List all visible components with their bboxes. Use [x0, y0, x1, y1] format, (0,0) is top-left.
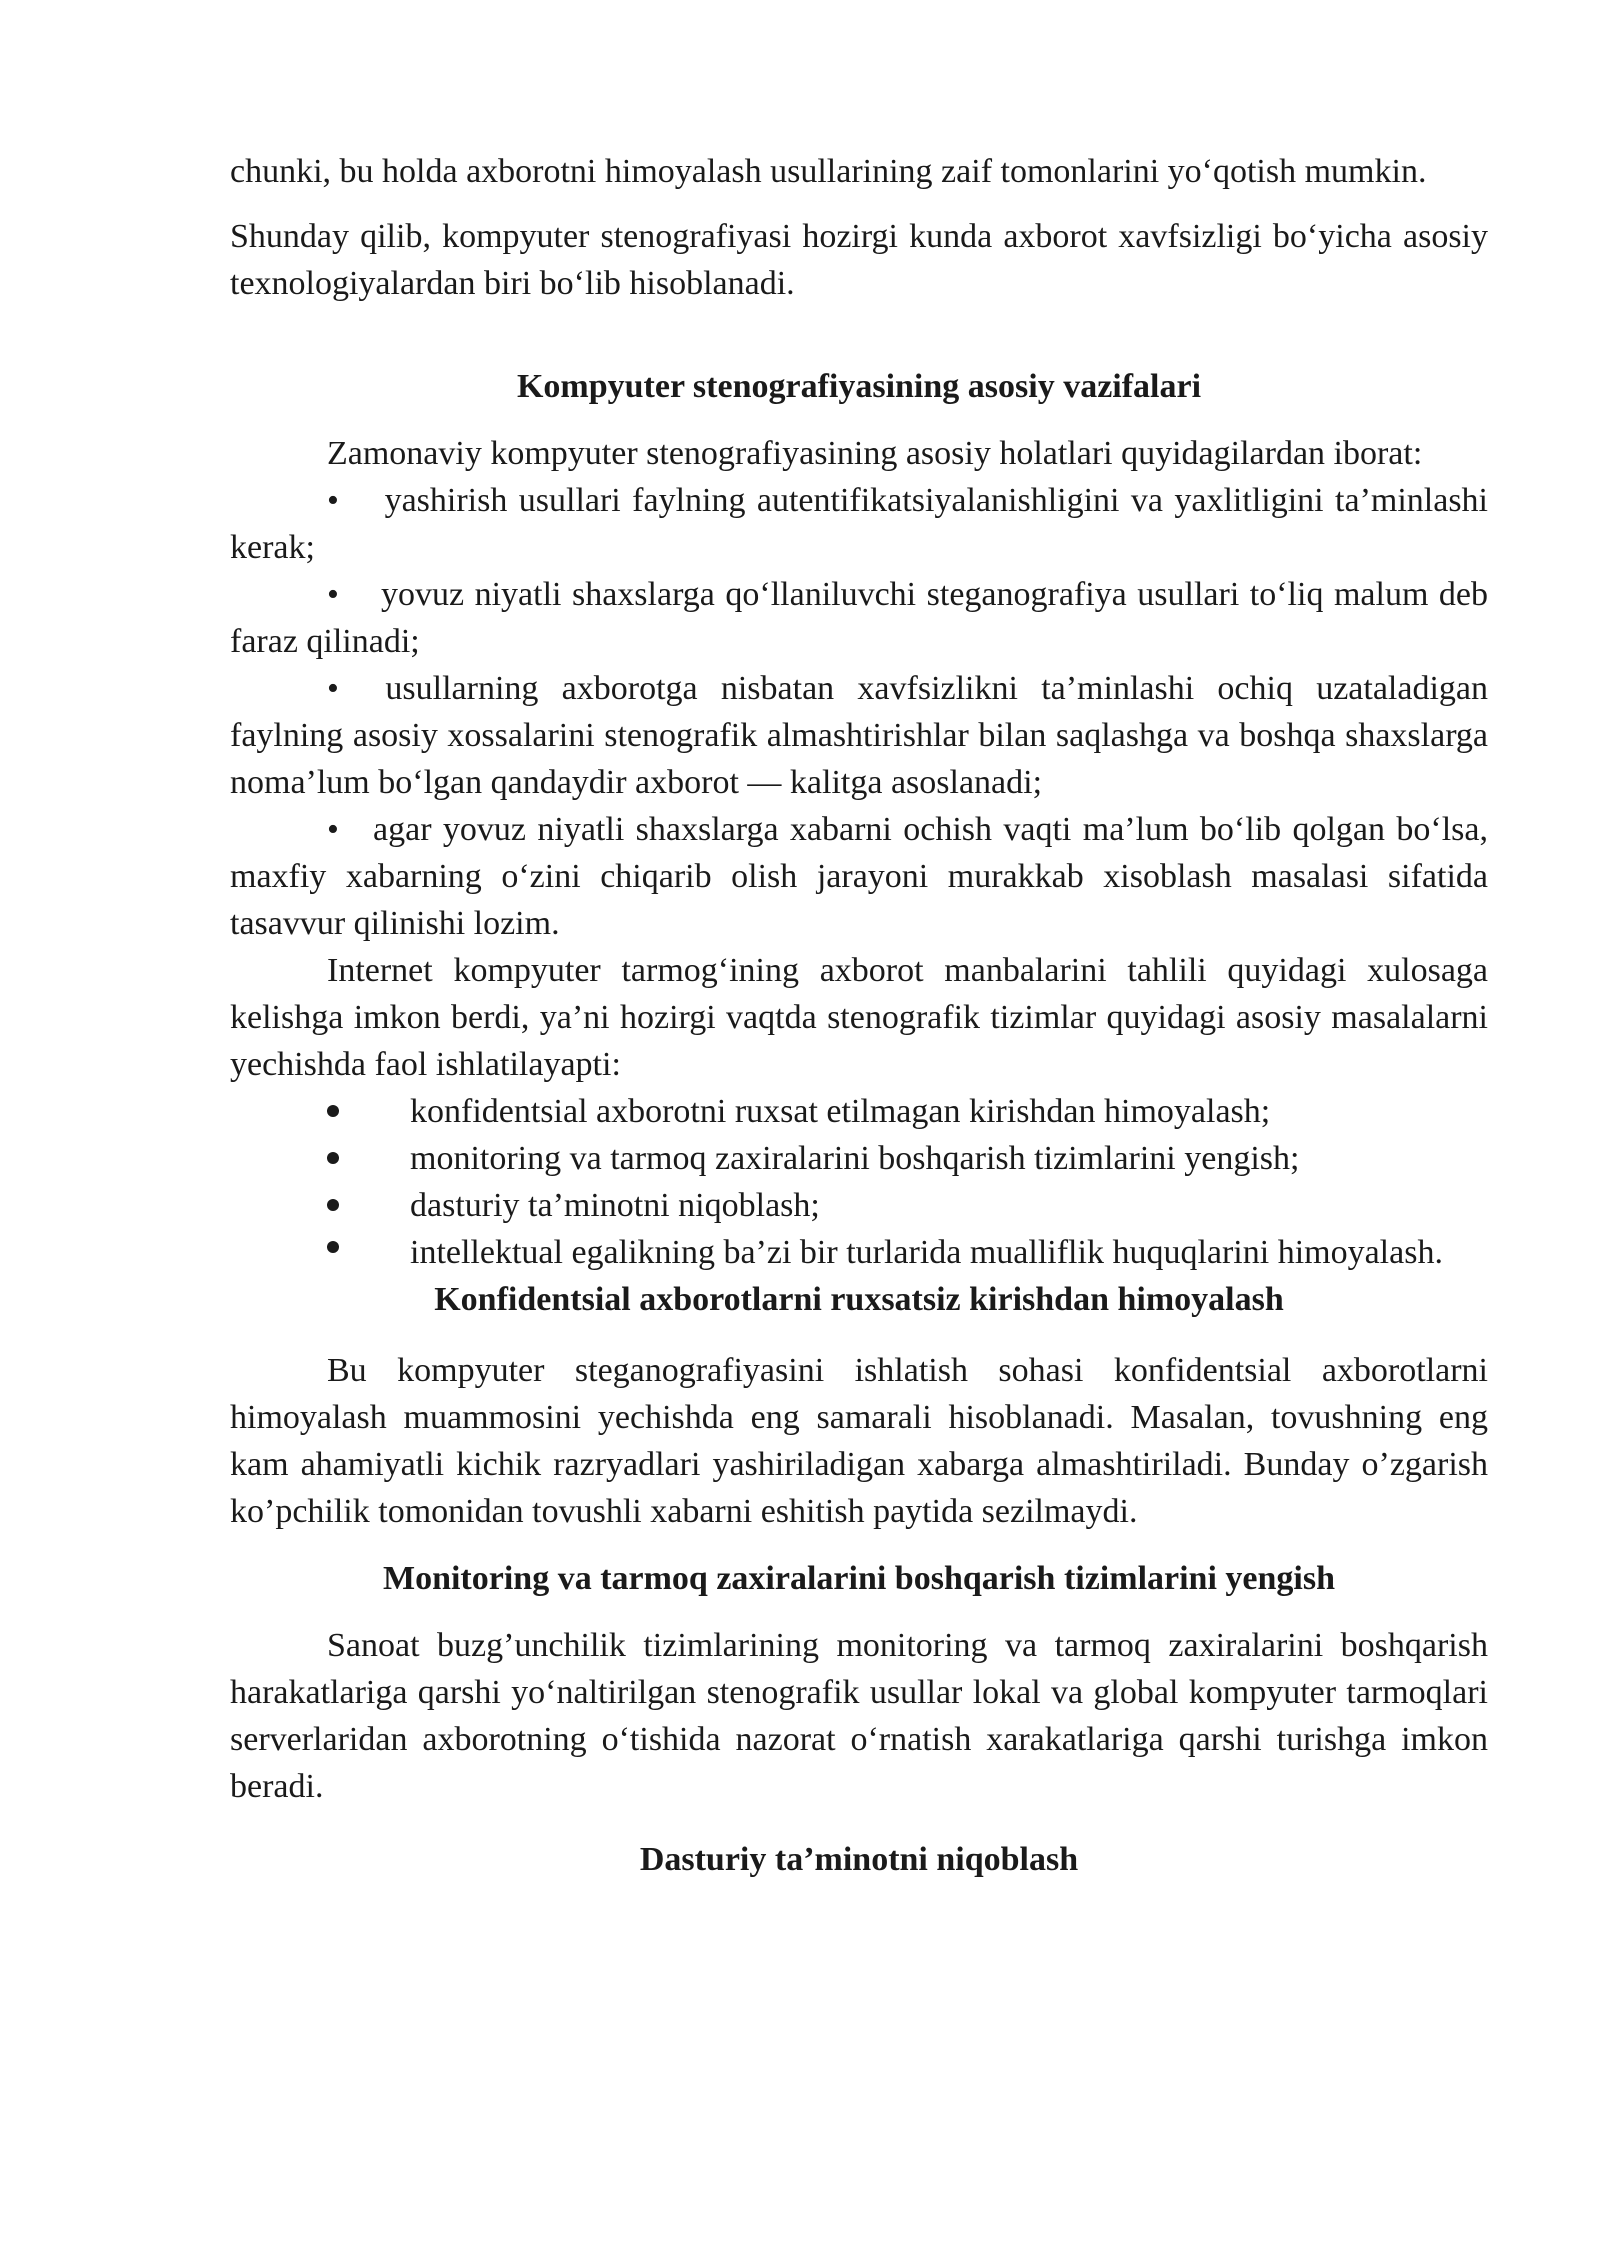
bullet-dot-icon — [230, 1182, 410, 1229]
document-page — [230, 148, 1488, 1883]
list-item-text: konfidentsial axborotni ruxsat etilmagan kirishdan himoyalash; — [410, 1093, 1271, 1130]
list-item-text: yashirish usullari faylning autentifikatsiyalanishligini va yaxlitligini ta’minlashi kerak; — [230, 482, 1488, 566]
paragraph-analysis: Internet kompyuter tarmog‘ining axborot manbalarini tahlili quyidagi xulosaga kelishga imkon berdi, ya’ni hozirgi vaqtda stenografik tizimlar quyidagi asosiy masalalarni yechishda faol ishlatilayapti: — [230, 952, 1488, 1083]
bullet-dot-icon — [230, 1088, 410, 1135]
paragraph-conclusion: Shunday qilib, kompyuter stenografiyasi hozirgi kunda axborot xavfsizligi bo‘yicha asosiy texnologiyalardan biri bo‘lib hisoblanadi. — [230, 218, 1488, 302]
list-item — [230, 477, 1488, 571]
list-item-text: intellektual egalikning ba’zi bir turlarida mualliflik huquqlarini himoyalash. — [410, 1234, 1443, 1271]
bullet-dot-icon — [230, 1135, 410, 1182]
paragraph-continuation: chunki, bu holda axborotni himoyalash usullarining zaif tomonlarini yo‘qotish mumkin. — [230, 153, 1427, 190]
section-heading-monitoring: Monitoring va tarmoq zaxiralarini boshqarish tizimlarini yengish — [382, 1560, 1336, 1597]
bullet-icon: • — [327, 482, 339, 519]
paragraph-intro: Zamonaviy kompyuter stenografiyasining asosiy holatlari quyidagilardan iborat: — [327, 435, 1423, 472]
list-item — [230, 806, 1488, 947]
list-item — [230, 1088, 1488, 1135]
bullet-icon: • — [327, 576, 339, 613]
list-item — [230, 665, 1488, 806]
list-item — [230, 1229, 1488, 1276]
paragraph-monitoring: Sanoat buzg’unchilik tizimlarining monitoring va tarmoq zaxiralarini boshqarish harakatlariga qarshi yo‘naltirilgan stenografik usullar lokal va global kompyuter tarmoqlari serverlaridan axborotning o‘tishida nazorat o‘rnatish xarakatlariga qarshi turishga imkon beradi. — [230, 1627, 1488, 1805]
list-item — [230, 1135, 1488, 1182]
section-heading-main-tasks: Kompyuter stenografiyasining asosiy vazifalari — [516, 368, 1202, 405]
list-item-text: yovuz niyatli shaxslarga qo‘llaniluvchi steganografiya usullari to‘liq malum deb faraz qilinadi; — [230, 576, 1489, 660]
list-item-text: agar yovuz niyatli shaxslarga xabarni ochish vaqti ma’lum bo‘lib qolgan bo‘lsa, maxfiy xabarning o‘zini chiqarib olish jarayoni murakkab xisoblash masalasi sifatida tasavvur qilinishi lozim. — [230, 811, 1488, 942]
list-item-text: dasturiy ta’minotni niqoblash; — [410, 1187, 820, 1224]
bullet-icon: • — [327, 811, 339, 848]
list-item — [230, 1182, 1488, 1229]
section-heading-confidential: Konfidentsial axborotlarni ruxsatsiz kirishdan himoyalash — [434, 1281, 1284, 1318]
section-heading-software-masking: Dasturiy ta’minotni niqoblash — [639, 1841, 1079, 1878]
list-item — [230, 571, 1488, 665]
paragraph-confidential: Bu kompyuter steganografiyasini ishlatish sohasi konfidentsial axborotlarni himoyalash muammosini yechishda eng samarali hisoblanadi. Masalan, tovushning eng kam ahamiyatli kichik razryadlari yashiriladigan xabarga almashtiriladi. Bunday o’zgarish ko’pchilik tomonidan tovushli xabarni eshitish paytida sezilmaydi. — [230, 1352, 1488, 1530]
list-item-text: monitoring va tarmoq zaxiralarini boshqarish tizimlarini yengish; — [410, 1140, 1300, 1177]
bullet-dot-icon — [230, 1253, 410, 1263]
list-item-text: usullarning axborotga nisbatan xavfsizlikni ta’minlashi ochiq uzataladigan faylning asosiy xossalarini stenografik almashtirishlar bilan saqlashga va boshqa shaxslarga noma’lum bo‘lgan qandaydir axborot — kalitga asoslanadi; — [230, 670, 1489, 801]
bullet-icon: • — [327, 670, 339, 707]
